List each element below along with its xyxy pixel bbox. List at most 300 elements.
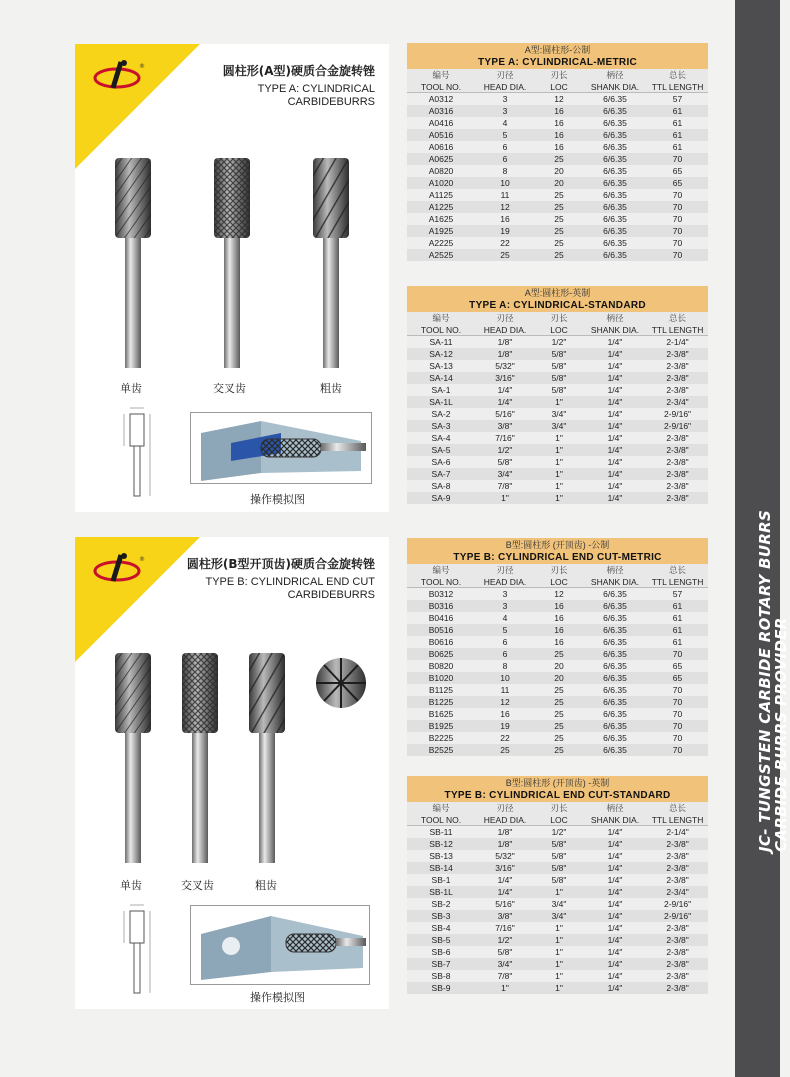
table-cell: 5/16" (475, 408, 535, 420)
table-cell: 1/4" (583, 874, 647, 886)
table-cell: 70 (647, 684, 708, 696)
table-cell: 16 (535, 612, 583, 624)
table-type-a-metric (407, 43, 708, 261)
table-cell: 61 (647, 624, 708, 636)
table-row (407, 672, 708, 684)
table-cell: 25 (535, 201, 583, 213)
table-cell: A1125 (407, 189, 475, 201)
table-cell: 1/4" (583, 910, 647, 922)
panel-type-b (75, 537, 389, 1009)
col-header-cn: 柄径 (583, 802, 647, 814)
table-cell: 5 (475, 624, 535, 636)
table-type-b-standard (407, 776, 708, 994)
col-header-cn: 刃长 (535, 802, 583, 814)
table-body (407, 336, 708, 505)
table-title-en: TYPE A: CYLINDRICAL-STANDARD (407, 299, 708, 312)
table-cell: 70 (647, 153, 708, 165)
table-cell: 6/6.35 (583, 249, 647, 261)
table-cell: A1020 (407, 177, 475, 189)
operation-simulation-image (190, 412, 372, 484)
operation-simulation-image (190, 905, 370, 985)
table-cell: 1/4" (583, 970, 647, 982)
table-cell: 2-3/8" (647, 874, 708, 886)
table-cell: 5/32" (475, 360, 535, 372)
table-cell: 1/2" (535, 336, 583, 349)
table-cell: 2-3/8" (647, 456, 708, 468)
table-cell: 25 (535, 744, 583, 756)
table-cell: 25 (535, 648, 583, 660)
table-cell: SA-1L (407, 396, 475, 408)
table-cell: 1" (535, 444, 583, 456)
table-row (407, 336, 708, 349)
table-row (407, 958, 708, 970)
table-cell: 65 (647, 177, 708, 189)
table-cell: 65 (647, 660, 708, 672)
table-cell: 5/16" (475, 898, 535, 910)
table-cell: 12 (535, 93, 583, 106)
table-row (407, 684, 708, 696)
table-cell: 10 (475, 672, 535, 684)
table-cell: B0625 (407, 648, 475, 660)
table-cell: 1" (535, 946, 583, 958)
table-cell: 1/4" (583, 348, 647, 360)
table-cell: SB-8 (407, 970, 475, 982)
col-header-en: LOC (535, 81, 583, 93)
table-cell: 1/4" (583, 850, 647, 862)
table-row (407, 348, 708, 360)
burr-single-cut-image (113, 156, 153, 371)
table-cell: 1" (475, 982, 535, 994)
col-header-cn: 刃径 (475, 564, 535, 576)
burr-coarse-cut-image (311, 156, 351, 371)
table-cell: 1/4" (583, 946, 647, 958)
panel-a-title-cn: 圆柱形(A型)硬质合金旋转锉 (222, 64, 375, 78)
label-coarse-cut: 粗齿 (255, 879, 277, 892)
table-cell: 1/8" (475, 348, 535, 360)
table-cell: 25 (535, 237, 583, 249)
table-cell: 2-3/4" (647, 886, 708, 898)
table-row (407, 201, 708, 213)
table-cell: 19 (475, 720, 535, 732)
burr-double-cut-image (180, 651, 220, 866)
table-cell: 1" (535, 432, 583, 444)
table-cell: SB-3 (407, 910, 475, 922)
table-cell: SA-6 (407, 456, 475, 468)
table-cell: 1/2" (475, 934, 535, 946)
table-row (407, 708, 708, 720)
table-row (407, 970, 708, 982)
table-cell: SA-11 (407, 336, 475, 349)
table-row (407, 177, 708, 189)
table-row (407, 372, 708, 384)
table-cell: 3/4" (535, 408, 583, 420)
table-cell: 7/8" (475, 970, 535, 982)
table-cell: 12 (475, 696, 535, 708)
table-cell: 22 (475, 237, 535, 249)
col-header-en: SHANK DIA. (583, 81, 647, 93)
label-double-cut: 交叉齿 (213, 382, 246, 395)
table-cell: SB-5 (407, 934, 475, 946)
table-cell: 1/4" (583, 480, 647, 492)
table-cell: 2-3/8" (647, 850, 708, 862)
table-row (407, 862, 708, 874)
table-row (407, 648, 708, 660)
table-cell: A1225 (407, 201, 475, 213)
panel-a-title-en2: CARBIDEBURRS (287, 96, 375, 108)
table-cell: 1/8" (475, 838, 535, 850)
table-cell: A0312 (407, 93, 475, 106)
col-header-en: SHANK DIA. (583, 324, 647, 336)
table-cell: A0416 (407, 117, 475, 129)
table-cell: SB-9 (407, 982, 475, 994)
panel-b-title-en1: TYPE B: CYLINDRICAL END CUT (205, 576, 375, 588)
table-cell: 16 (535, 105, 583, 117)
table-cell: 3 (475, 588, 535, 601)
table-cell: 25 (535, 720, 583, 732)
col-header-cn: 编号 (407, 802, 475, 814)
table-cell: 2-3/8" (647, 922, 708, 934)
panel-a-title-en1: TYPE A: CYLINDRICAL (257, 83, 375, 95)
table-cell: 12 (535, 588, 583, 601)
table-cell: 1" (535, 934, 583, 946)
table-row (407, 720, 708, 732)
brand-logo (91, 58, 149, 92)
table-cell: A1625 (407, 213, 475, 225)
table-cell: A1925 (407, 225, 475, 237)
table-row (407, 910, 708, 922)
table-cell: 6/6.35 (583, 660, 647, 672)
table-cell: B0616 (407, 636, 475, 648)
table-cell: 1/4" (583, 360, 647, 372)
table-cell: SA-4 (407, 432, 475, 444)
table-row (407, 838, 708, 850)
burr-single-cut-image (113, 651, 153, 866)
col-header-cn: 刃长 (535, 69, 583, 81)
table-cell: 1/4" (583, 922, 647, 934)
table-cell: 6/6.35 (583, 105, 647, 117)
table-cell: SB-1 (407, 874, 475, 886)
table-cell: 6/6.35 (583, 624, 647, 636)
table-cell: 2-3/8" (647, 432, 708, 444)
table-row (407, 480, 708, 492)
table-cell: SB-6 (407, 946, 475, 958)
table-cell: 1/8" (475, 826, 535, 839)
table-cell: 6/6.35 (583, 225, 647, 237)
table-cell: SA-3 (407, 420, 475, 432)
table-cell: 1/2" (535, 826, 583, 839)
table-cell: 6 (475, 153, 535, 165)
table-cell: 1/4" (583, 420, 647, 432)
table-cell: 2-3/8" (647, 982, 708, 994)
table-cell: SA-9 (407, 492, 475, 504)
table-cell: 2-3/8" (647, 958, 708, 970)
table-cell: 65 (647, 165, 708, 177)
table-row (407, 165, 708, 177)
table-cell: 61 (647, 105, 708, 117)
col-header-en: HEAD DIA. (475, 814, 535, 826)
table-cell: 25 (535, 213, 583, 225)
table-cell: 6/6.35 (583, 636, 647, 648)
table-cell: 11 (475, 684, 535, 696)
col-header-cn: 柄径 (583, 564, 647, 576)
table-cell: 25 (535, 684, 583, 696)
table-cell: 1" (475, 492, 535, 504)
table-cell: 5/8" (535, 838, 583, 850)
table-cell: B0416 (407, 612, 475, 624)
table-cell: 19 (475, 225, 535, 237)
table-row (407, 600, 708, 612)
table-row (407, 141, 708, 153)
table-cell: B0316 (407, 600, 475, 612)
table-cell: 1/4" (583, 396, 647, 408)
table-title-cn: B型:圆柱形 (开顶齿) -英制 (407, 776, 708, 789)
table-cell: 25 (535, 708, 583, 720)
col-header-cn: 刃径 (475, 802, 535, 814)
table-row (407, 384, 708, 396)
table-row (407, 660, 708, 672)
table-cell: 16 (535, 141, 583, 153)
col-header-cn: 刃长 (535, 564, 583, 576)
table-cell: 10 (475, 177, 535, 189)
label-coarse-cut: 粗齿 (320, 382, 342, 395)
table-cell: 6/6.35 (583, 213, 647, 225)
label-single-cut: 单齿 (120, 382, 142, 395)
table-cell: 65 (647, 672, 708, 684)
table-cell: SA-12 (407, 348, 475, 360)
table-cell: 6/6.35 (583, 672, 647, 684)
table-cell: 5/8" (535, 862, 583, 874)
table-cell: 1/4" (583, 982, 647, 994)
table-cell: 5/32" (475, 850, 535, 862)
table-cell: 16 (535, 129, 583, 141)
table-cell: A2225 (407, 237, 475, 249)
table-row (407, 396, 708, 408)
table-row (407, 420, 708, 432)
table-cell: 1/4" (583, 886, 647, 898)
table-cell: 70 (647, 201, 708, 213)
col-header-en: TTL LENGTH (647, 324, 708, 336)
table-cell: 1" (535, 970, 583, 982)
table-row (407, 129, 708, 141)
table-cell: 1/4" (583, 456, 647, 468)
col-header-en: TOOL NO. (407, 576, 475, 588)
table-cell: SB-11 (407, 826, 475, 839)
table-cell: 16 (535, 636, 583, 648)
table-cell: 6/6.35 (583, 744, 647, 756)
table-cell: 22 (475, 732, 535, 744)
table-cell: 3 (475, 600, 535, 612)
table-cell: 70 (647, 225, 708, 237)
table-cell: 2-9/16" (647, 898, 708, 910)
table-cell: 61 (647, 600, 708, 612)
table-cell: 70 (647, 732, 708, 744)
table-row (407, 744, 708, 756)
table-cell: SA-7 (407, 468, 475, 480)
table-cell: 6/6.35 (583, 696, 647, 708)
table-cell: 25 (535, 189, 583, 201)
table-cell: 2-3/8" (647, 468, 708, 480)
table-type-a-standard (407, 286, 708, 504)
table-cell: 1/4" (475, 874, 535, 886)
table-cell: SB-2 (407, 898, 475, 910)
col-header-cn: 刃径 (475, 69, 535, 81)
table-cell: 3/4" (475, 468, 535, 480)
table-cell: 3/8" (475, 910, 535, 922)
table-cell: 1/4" (583, 336, 647, 349)
table-cell: 2-3/8" (647, 934, 708, 946)
table-cell: 6/6.35 (583, 141, 647, 153)
table-cell: B0516 (407, 624, 475, 636)
table-cell: 20 (535, 177, 583, 189)
table-row (407, 636, 708, 648)
table-cell: 1" (535, 468, 583, 480)
table-body (407, 588, 708, 757)
table-cell: 1" (535, 922, 583, 934)
table-cell: 5/8" (535, 850, 583, 862)
burr-double-cut-image (212, 156, 252, 371)
technical-drawing-icon (120, 899, 170, 999)
table-title-cn: A型:圆柱形-英制 (407, 286, 708, 299)
table-cell: A2525 (407, 249, 475, 261)
table-cell: 2-1/4" (647, 336, 708, 349)
table-cell: SB-7 (407, 958, 475, 970)
table-cell: 70 (647, 249, 708, 261)
table-title-cn: A型:圆柱形-公制 (407, 43, 708, 56)
table-cell: A0616 (407, 141, 475, 153)
sidebar-text (757, 510, 789, 852)
table-cell: 2-3/8" (647, 372, 708, 384)
table-cell: 1/4" (475, 384, 535, 396)
table-cell: 1/8" (475, 336, 535, 349)
table-row (407, 946, 708, 958)
table-cell: B1225 (407, 696, 475, 708)
table-cell: 61 (647, 117, 708, 129)
table-cell: 25 (535, 153, 583, 165)
table-cell: 16 (475, 708, 535, 720)
table-row (407, 922, 708, 934)
panel-a-title (223, 62, 375, 109)
table-title-en: TYPE A: CYLINDRICAL-METRIC (407, 56, 708, 69)
table-cell: 2-3/8" (647, 480, 708, 492)
table-cell: 6 (475, 141, 535, 153)
table-cell: 1/4" (583, 958, 647, 970)
table-cell: 70 (647, 708, 708, 720)
table-cell: 3/4" (475, 958, 535, 970)
table-cell: 5/8" (475, 456, 535, 468)
table-cell: 6/6.35 (583, 684, 647, 696)
table-row (407, 492, 708, 504)
table-row (407, 408, 708, 420)
table-row (407, 225, 708, 237)
col-header-en: HEAD DIA. (475, 576, 535, 588)
table-cell: A0516 (407, 129, 475, 141)
table-cell: 3/4" (535, 420, 583, 432)
col-header-en: SHANK DIA. (583, 814, 647, 826)
table-cell: 6/6.35 (583, 153, 647, 165)
table-cell: 7/16" (475, 432, 535, 444)
table-cell: 70 (647, 213, 708, 225)
table-cell: 61 (647, 129, 708, 141)
table-cell: 5/8" (535, 360, 583, 372)
sidebar-line1: JC- TUNGSTEN CARBIDE ROTARY BURRS (756, 509, 774, 852)
table-row (407, 612, 708, 624)
table-cell: 4 (475, 117, 535, 129)
table-cell: 57 (647, 588, 708, 601)
table-cell: SA-5 (407, 444, 475, 456)
table-cell: 5 (475, 129, 535, 141)
table-cell: 70 (647, 189, 708, 201)
table-cell: 1/4" (583, 492, 647, 504)
table-cell: 3/16" (475, 372, 535, 384)
panel-type-a (75, 44, 389, 512)
svg-text:®: ® (139, 63, 145, 70)
label-double-cut: 交叉齿 (181, 879, 214, 892)
col-header-cn: 总长 (647, 69, 708, 81)
table-cell: 61 (647, 141, 708, 153)
sidebar-line2: CARBIDE BURRS PROVIDER (772, 617, 790, 852)
table-cell: 1" (535, 886, 583, 898)
table-cell: 6/6.35 (583, 720, 647, 732)
table-row (407, 189, 708, 201)
panel-b-title (187, 555, 375, 602)
col-header-cn: 总长 (647, 564, 708, 576)
table-cell: 5/8" (535, 384, 583, 396)
table-cell: SA-8 (407, 480, 475, 492)
table-cell: 2-3/4" (647, 396, 708, 408)
col-header-cn: 刃径 (475, 312, 535, 324)
table-cell: SB-4 (407, 922, 475, 934)
col-header-en: TTL LENGTH (647, 814, 708, 826)
table-cell: 3 (475, 105, 535, 117)
table-cell: 3/4" (535, 910, 583, 922)
table-row (407, 432, 708, 444)
table-cell: 3/8" (475, 420, 535, 432)
table-cell: 16 (475, 213, 535, 225)
table-cell: 6/6.35 (583, 237, 647, 249)
table-row (407, 934, 708, 946)
col-header-cn: 总长 (647, 312, 708, 324)
table-cell: 1" (535, 958, 583, 970)
table-cell: 6/6.35 (583, 588, 647, 601)
table-row (407, 732, 708, 744)
table-cell: 2-3/8" (647, 946, 708, 958)
table-cell: 70 (647, 720, 708, 732)
table-row (407, 444, 708, 456)
table-cell: SB-14 (407, 862, 475, 874)
table-cell: 5/8" (535, 874, 583, 886)
table-cell: SB-13 (407, 850, 475, 862)
table-cell: A0625 (407, 153, 475, 165)
table-row (407, 153, 708, 165)
table-cell: 2-3/8" (647, 384, 708, 396)
table-cell: 16 (535, 117, 583, 129)
table-cell: 1/4" (583, 408, 647, 420)
table-cell: 6/6.35 (583, 129, 647, 141)
table-cell: 6 (475, 648, 535, 660)
table-cell: 1" (535, 492, 583, 504)
table-cell: 1/4" (583, 432, 647, 444)
table-cell: 70 (647, 237, 708, 249)
col-header-en: LOC (535, 576, 583, 588)
svg-text:®: ® (139, 556, 145, 563)
table-cell: 6/6.35 (583, 165, 647, 177)
col-header-en: TTL LENGTH (647, 576, 708, 588)
table-cell: 25 (535, 732, 583, 744)
table-cell: 6 (475, 636, 535, 648)
table-row (407, 874, 708, 886)
table-cell: 2-3/8" (647, 970, 708, 982)
table-row (407, 93, 708, 106)
